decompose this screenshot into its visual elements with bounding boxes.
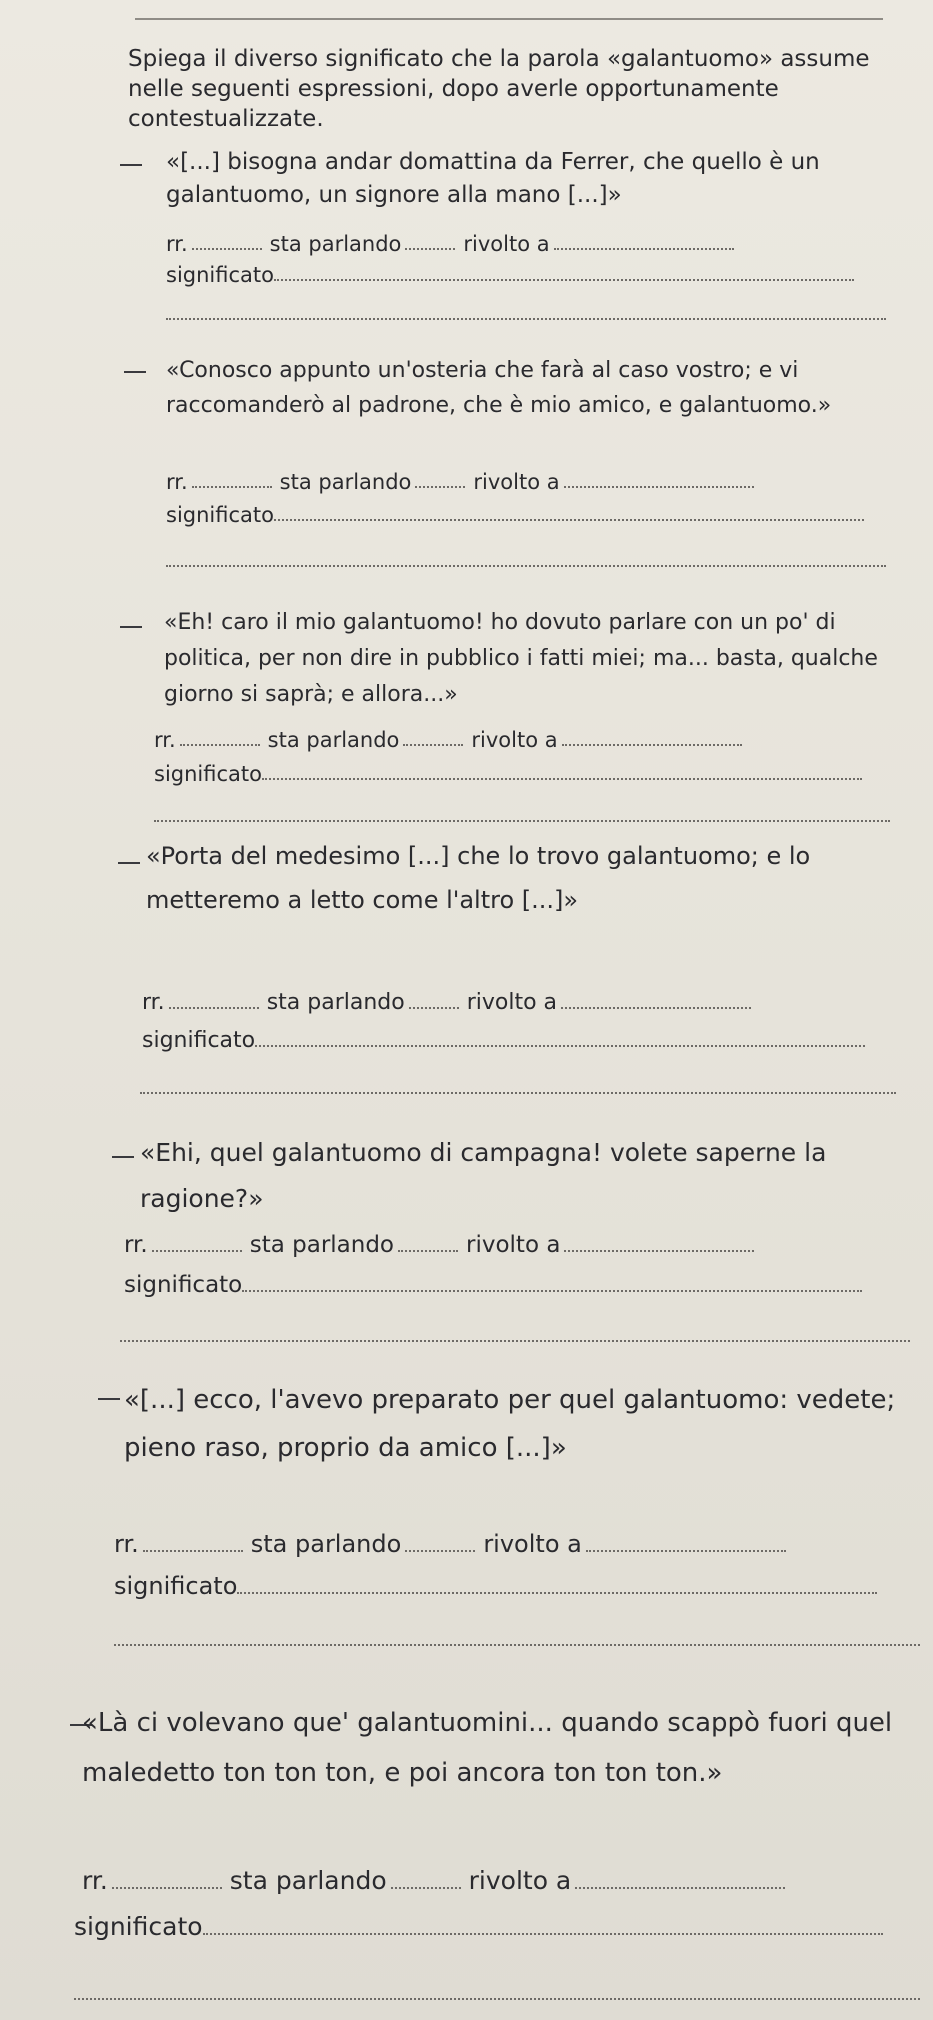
rr-label: rr.	[114, 1530, 139, 1558]
rivolto-label: rivolto a	[471, 728, 558, 752]
speaker-blank[interactable]	[192, 247, 262, 250]
parlando-label: sta parlando	[250, 1530, 402, 1558]
item-quote: «Là ci volevano que' galantuomini... quando scappò fuori quel maledetto ton ton ton, e poi ancora ton ton ton.»	[82, 1708, 893, 1788]
answer-row-speaker	[82, 1866, 793, 1895]
answer-row-speaker	[166, 232, 742, 256]
speaker-blank[interactable]	[180, 743, 260, 746]
rr-label: rr.	[124, 1232, 148, 1258]
addressee-blank[interactable]	[415, 485, 465, 488]
meaning-extra-line[interactable]	[120, 1340, 910, 1342]
meaning-blank[interactable]	[242, 1289, 862, 1292]
addressee-blank[interactable]	[391, 1886, 461, 1889]
recipient-blank[interactable]	[562, 743, 742, 746]
item-quote: «[...] ecco, l'avevo preparato per quel galantuomo: vedete; pieno raso, proprio da amico [...]»	[124, 1385, 896, 1463]
significato-label: significato	[124, 1272, 243, 1298]
parlando-label: sta parlando	[267, 728, 400, 752]
parlando-label: sta parlando	[229, 1866, 387, 1895]
answer-row-speaker	[114, 1530, 794, 1558]
significato-label: significato	[166, 263, 274, 287]
meaning-blank[interactable]	[203, 1932, 883, 1935]
parlando-label: sta parlando	[269, 232, 402, 256]
answer-row-meaning	[166, 503, 872, 527]
addressee-blank[interactable]	[405, 247, 455, 250]
item-dash	[118, 862, 140, 864]
meaning-blank[interactable]	[274, 278, 854, 281]
meaning-extra-line[interactable]	[154, 820, 890, 822]
rr-label: rr.	[166, 470, 188, 494]
recipient-blank[interactable]	[554, 247, 734, 250]
item-quote: «[...] bisogna andar domattina da Ferrer, che quello è un galantuomo, un signore alla mano [...]»	[166, 149, 820, 209]
parlando-label: sta parlando	[279, 470, 412, 494]
speaker-blank[interactable]	[143, 1549, 243, 1552]
recipient-blank[interactable]	[586, 1549, 786, 1552]
item-dash	[120, 164, 142, 166]
rr-label: rr.	[82, 1866, 108, 1895]
answer-row-speaker	[166, 470, 762, 494]
rivolto-label: rivolto a	[463, 232, 550, 256]
item-dash	[112, 1156, 134, 1158]
answer-row-speaker	[124, 1232, 762, 1258]
rivolto-label: rivolto a	[473, 470, 560, 494]
speaker-blank[interactable]	[169, 1006, 259, 1009]
meaning-blank[interactable]	[255, 1044, 865, 1047]
speaker-blank[interactable]	[192, 485, 272, 488]
speaker-blank[interactable]	[112, 1886, 222, 1889]
item-dash	[98, 1398, 120, 1400]
meaning-blank[interactable]	[262, 777, 862, 780]
answer-row-meaning	[166, 263, 862, 287]
answer-row-speaker	[154, 728, 750, 752]
answer-row-speaker	[142, 990, 759, 1015]
significato-label: significato	[142, 1028, 256, 1053]
meaning-extra-line[interactable]	[166, 565, 886, 567]
rr-label: rr.	[142, 990, 165, 1015]
rr-label: rr.	[166, 232, 188, 256]
addressee-blank[interactable]	[409, 1006, 459, 1009]
answer-row-meaning	[154, 762, 870, 786]
top-rule	[135, 18, 883, 20]
meaning-extra-line[interactable]	[114, 1644, 920, 1646]
addressee-blank[interactable]	[403, 743, 463, 746]
parlando-label: sta parlando	[266, 990, 405, 1015]
rivolto-label: rivolto a	[466, 1232, 561, 1258]
rivolto-label: rivolto a	[466, 990, 558, 1015]
significato-label: significato	[166, 503, 274, 527]
answer-row-meaning	[74, 1912, 891, 1941]
speaker-blank[interactable]	[152, 1249, 242, 1252]
answer-row-meaning	[114, 1572, 885, 1600]
significato-label: significato	[114, 1572, 238, 1600]
significato-label: significato	[74, 1912, 203, 1941]
item-quote: «Ehi, quel galantuomo di campagna! volete saperne la ragione?»	[140, 1138, 827, 1213]
parlando-label: sta parlando	[249, 1232, 395, 1258]
meaning-blank[interactable]	[274, 518, 864, 521]
recipient-blank[interactable]	[564, 1249, 754, 1252]
meaning-extra-line[interactable]	[74, 1998, 920, 2000]
meaning-blank[interactable]	[237, 1591, 877, 1594]
rivolto-label: rivolto a	[483, 1530, 582, 1558]
recipient-blank[interactable]	[561, 1006, 751, 1009]
meaning-extra-line[interactable]	[166, 318, 886, 320]
addressee-blank[interactable]	[398, 1249, 458, 1252]
item-quote: «Porta del medesimo [...] che lo trovo galantuomo; e lo metteremo a letto come l'altro [...]»	[146, 842, 811, 914]
item-quote: «Conosco appunto un'osteria che farà al caso vostro; e vi raccomanderò al padrone, che è mio amico, e galantuomo.»	[166, 358, 832, 418]
item-dash	[120, 626, 142, 628]
answer-row-meaning	[124, 1272, 870, 1298]
item-quote: «Eh! caro il mio galantuomo! ho dovuto parlare con un po' di politica, per non dire in pubblico i fatti miei; ma... basta, qualche giorno si saprà; e allora...»	[164, 610, 878, 707]
recipient-blank[interactable]	[575, 1886, 785, 1889]
addressee-blank[interactable]	[405, 1549, 475, 1552]
rr-label: rr.	[154, 728, 176, 752]
meaning-extra-line[interactable]	[140, 1092, 896, 1094]
answer-row-meaning	[142, 1028, 873, 1053]
recipient-blank[interactable]	[564, 485, 754, 488]
rivolto-label: rivolto a	[468, 1866, 572, 1895]
significato-label: significato	[154, 762, 262, 786]
item-dash	[124, 371, 146, 373]
exercise-instructions: Spiega il diverso significato che la parola «galantuomo» assume nelle seguenti espressioni, dopo averle opportunamente contestualizzate.	[128, 46, 870, 132]
